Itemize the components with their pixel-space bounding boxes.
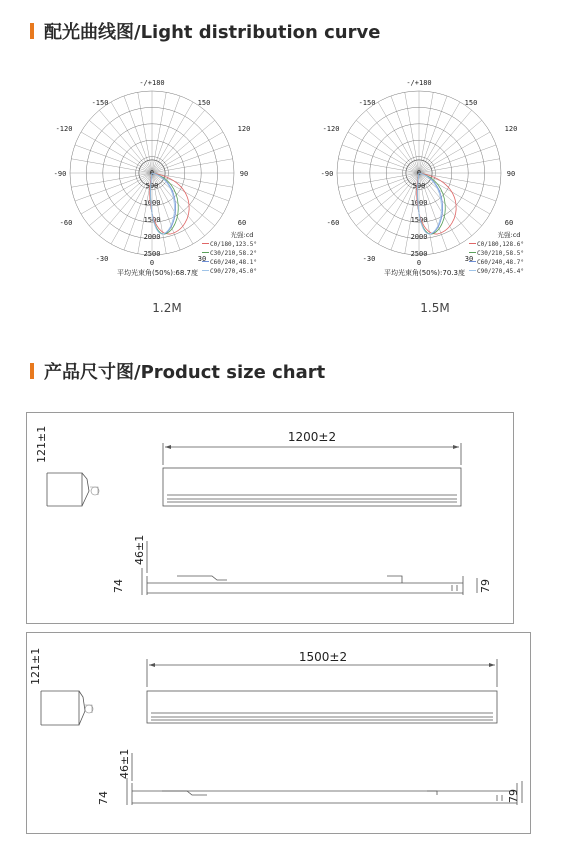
beam-angle-label: 平均光束角(50%):68.7度 (117, 269, 198, 277)
polar-radial-label: 2500 (410, 250, 428, 258)
polar-angle-label: -30 (95, 255, 109, 263)
section-title-text: 配光曲线图/Light distribution curve (44, 22, 381, 43)
polar-angle-label: 30 (464, 255, 474, 263)
polar-radial-label: 1500 (410, 216, 428, 224)
polar-radial-label: 1000 (410, 199, 428, 207)
polar-chart-svg (53, 78, 300, 288)
polar-angle-label: -150 (358, 99, 376, 107)
height-dimension-label: 121±1 (35, 425, 48, 463)
polar-angle-label: -30 (362, 255, 376, 263)
polar-angle-label: -90 (53, 170, 67, 178)
polar-angle-label: 150 (464, 99, 478, 107)
length-dimension-label: 1200±2 (287, 430, 337, 444)
dimension-drawing-1200 (26, 412, 514, 624)
legend-entry: C0/180,123.5° (210, 241, 257, 248)
right-dimension-label: 79 (479, 579, 492, 593)
polar-radial-label: 500 (412, 182, 426, 190)
polar-angle-label: -/+180 (406, 79, 432, 87)
legend-title: 光强:cd (230, 231, 254, 239)
legend-entry: C30/210,58.2° (210, 250, 257, 257)
polar-chart-svg (320, 78, 567, 288)
polar-center-label: 0 (149, 169, 155, 177)
polar-center-label: 0 (416, 169, 422, 177)
legend-entry: C90/270,45.0° (210, 268, 257, 275)
legend-entry: C60/240,48.1° (210, 259, 257, 266)
polar-angle-label: 30 (197, 255, 207, 263)
polar-angle-label: 60 (504, 219, 514, 227)
right-dimension-label: 79 (507, 789, 520, 803)
polar-angle-label: 90 (239, 170, 249, 178)
polar-angle-label: -120 (55, 125, 73, 133)
polar-radial-label: 1500 (143, 216, 161, 224)
section-title-product-size (30, 358, 325, 384)
polar-angle-label: -60 (59, 219, 73, 227)
legend-title: 光强:cd (497, 231, 521, 239)
beam-angle-label: 平均光束角(50%):70.3度 (384, 269, 465, 277)
polar-angle-label: -120 (322, 125, 340, 133)
legend-entry: C0/180,128.6° (477, 241, 524, 248)
polar-angle-label: 120 (504, 125, 518, 133)
polar-angle-label: 0 (149, 259, 155, 267)
section-title-text: 产品尺寸图/Product size chart (44, 362, 326, 383)
polar-angle-label: 150 (197, 99, 211, 107)
dimension-drawing-1500 (26, 632, 531, 834)
polar-angle-label: 60 (237, 219, 247, 227)
polar-angle-label: 120 (237, 125, 251, 133)
polar-chart-1-5m (320, 78, 567, 288)
legend-entry: C30/210,58.5° (477, 250, 524, 257)
polar-angle-label: -/+180 (139, 79, 165, 87)
legend-entry: C60/240,48.7° (477, 259, 524, 266)
polar-angle-label: -60 (326, 219, 340, 227)
chart-caption-1-5m: 1.5M (420, 301, 450, 315)
depth-dimension-label: 74 (97, 791, 110, 805)
polar-radial-label: 1000 (143, 199, 161, 207)
polar-angle-label: -150 (91, 99, 109, 107)
polar-angle-label: 90 (506, 170, 516, 178)
height-dimension-label: 121±1 (29, 647, 42, 685)
polar-angle-label: -90 (320, 170, 334, 178)
rail-dimension-label: 46±1 (118, 748, 131, 779)
drawing-1200-svg (27, 413, 513, 623)
section-title-light-distribution (30, 18, 380, 44)
legend-entry: C90/270,45.4° (477, 268, 524, 275)
polar-angle-label: 0 (416, 259, 422, 267)
rail-dimension-label: 46±1 (133, 534, 146, 565)
polar-radial-label: 2000 (143, 233, 161, 241)
chart-caption-1-2m: 1.2M (152, 301, 182, 315)
polar-chart-1-2m (53, 78, 300, 288)
polar-radial-label: 2000 (410, 233, 428, 241)
polar-radial-label: 2500 (143, 250, 161, 258)
polar-radial-label: 500 (145, 182, 159, 190)
length-dimension-label: 1500±2 (298, 650, 348, 664)
drawing-1500-svg (27, 633, 530, 833)
accent-bar (30, 23, 34, 39)
accent-bar (30, 363, 34, 379)
depth-dimension-label: 74 (112, 579, 125, 593)
